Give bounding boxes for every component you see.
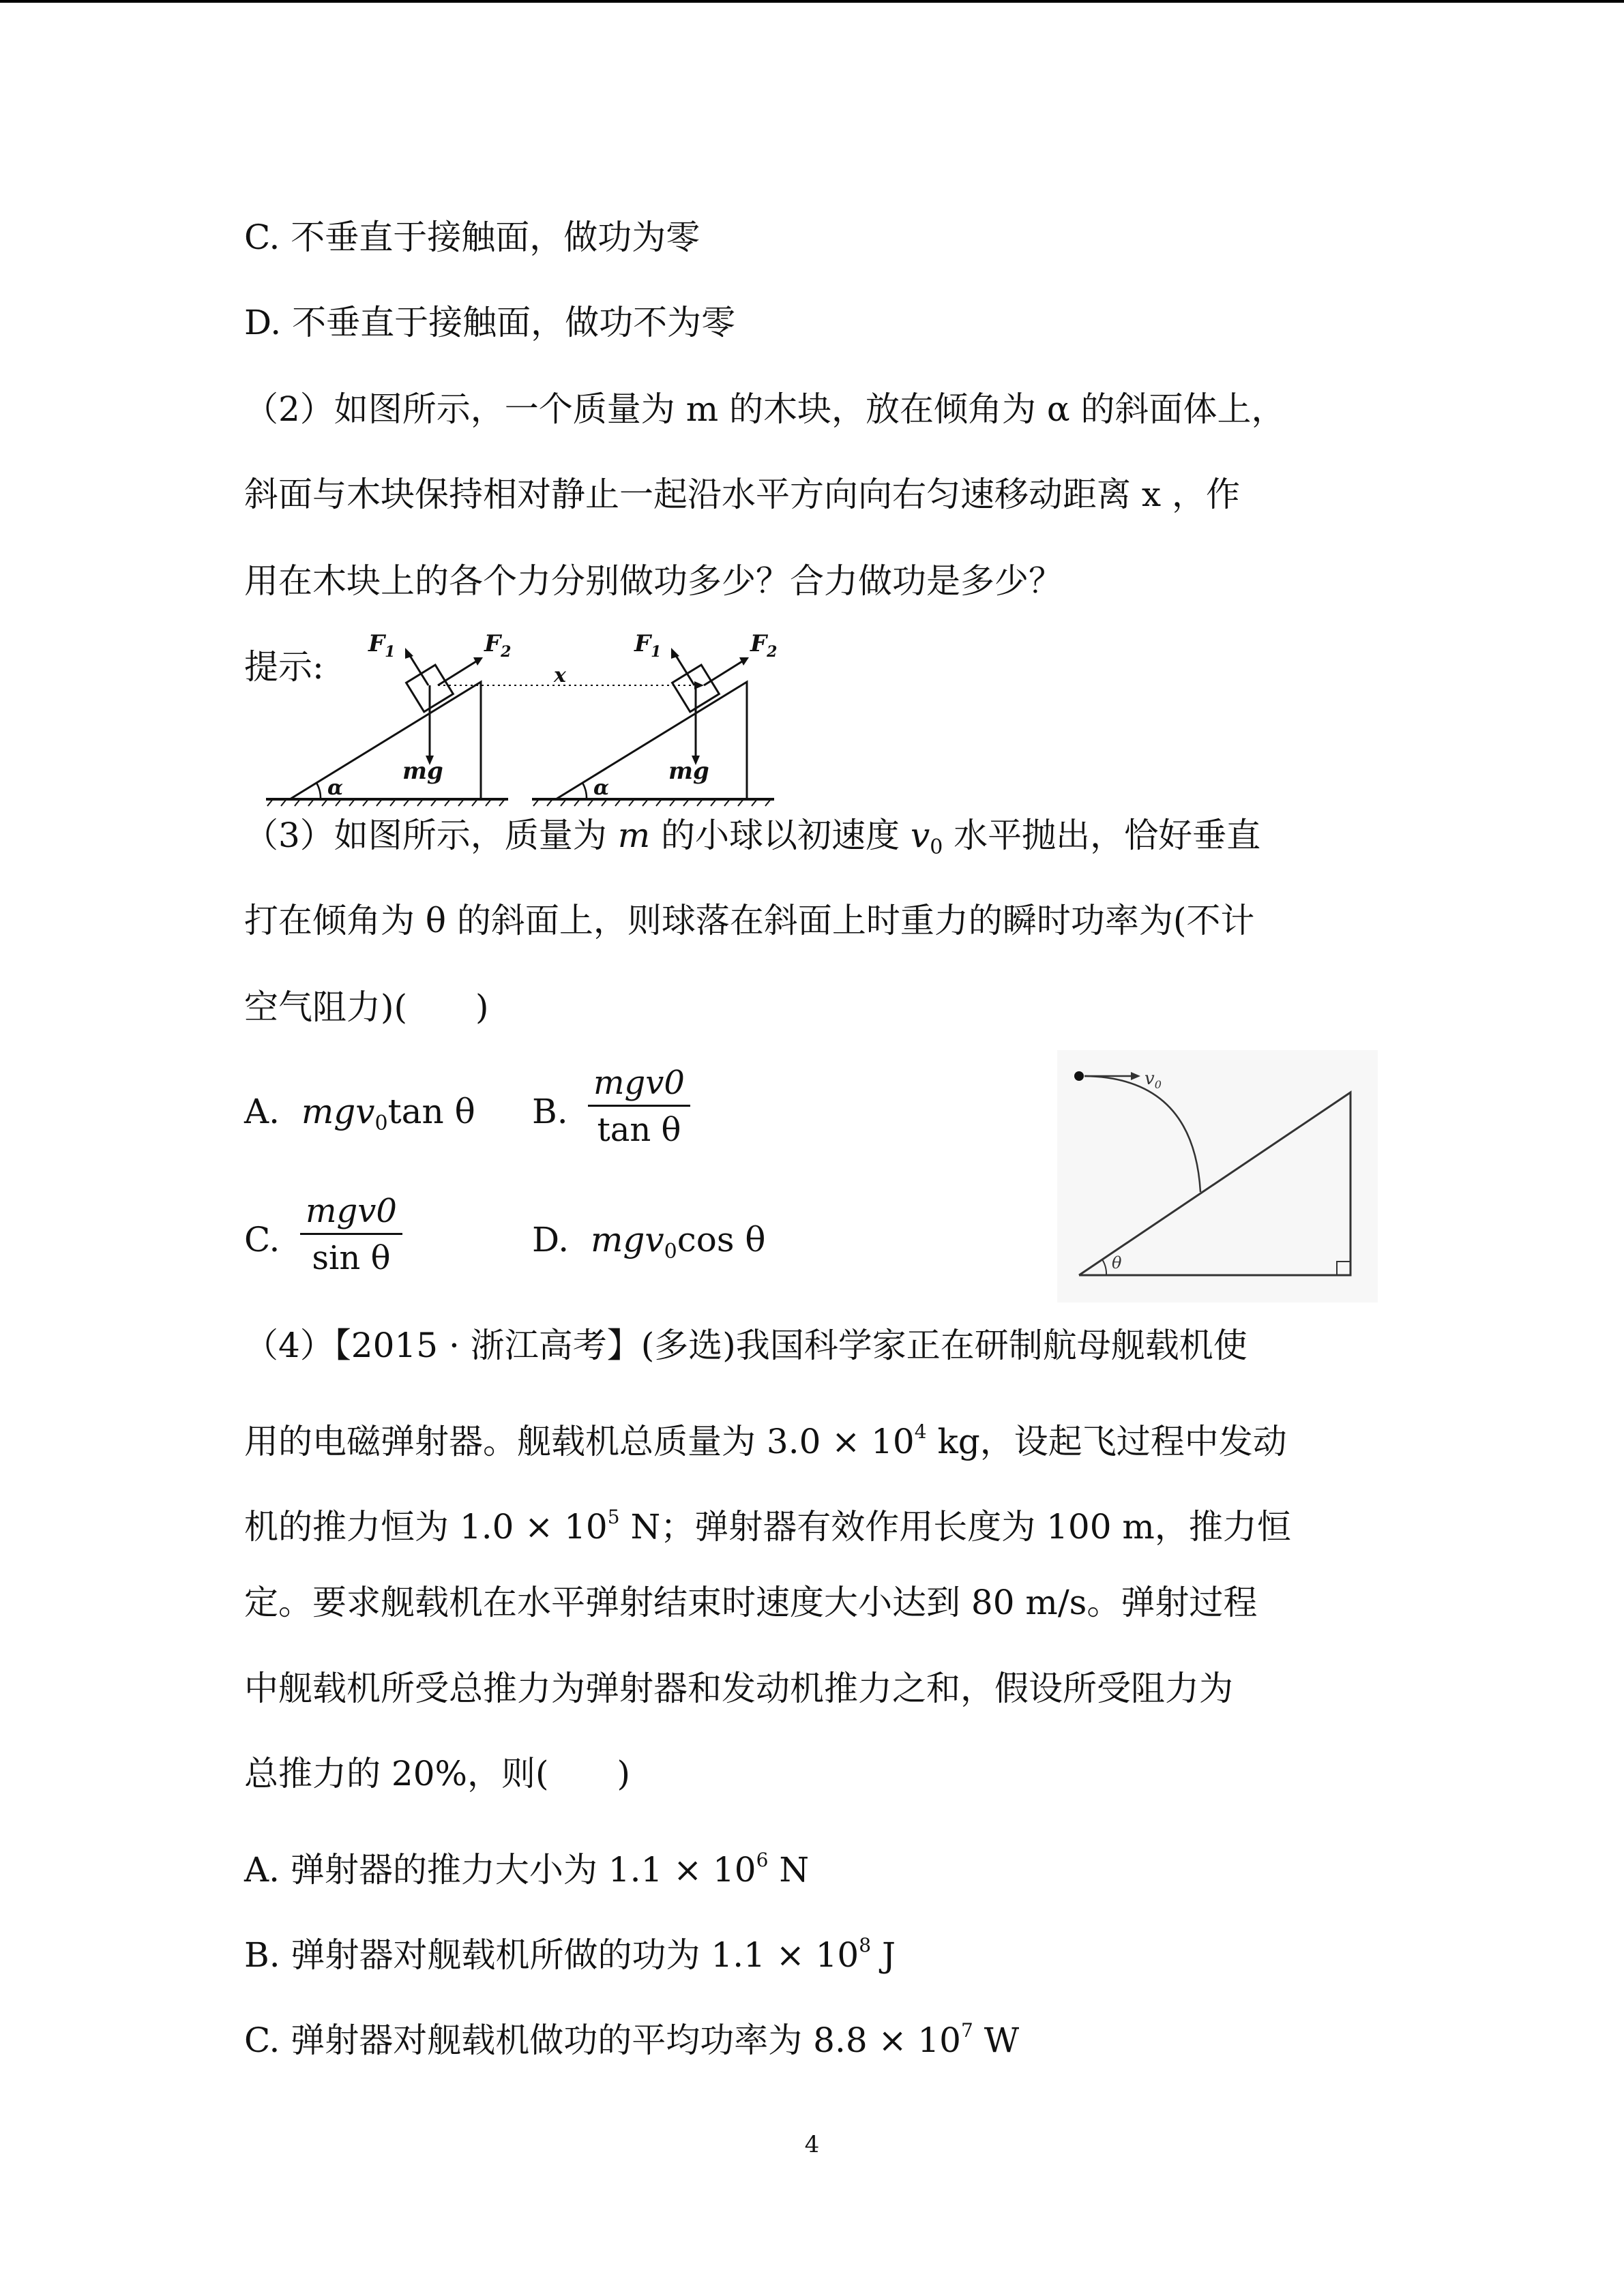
q3-line3: 空气阻力)( ) [244, 987, 489, 1027]
mg-label-left: mg [402, 758, 443, 785]
q3-line2: 打在倾角为 θ 的斜面上，则球落在斜面上时重力的瞬时功率为(不计 [244, 901, 1255, 940]
v0-label: $v_0$ [1145, 1069, 1162, 1091]
option-d-q1: D. 不垂直于接触面，做功不为零 [244, 303, 736, 342]
q4-line3: 机的推力恒为 $1.0 \times 10^5$ N；弹射器有效作用长度为 100 m，推力恒 [244, 1506, 1291, 1547]
alpha-label-left: α [327, 776, 344, 800]
q4-line2: 用的电磁弹射器。舰载机总质量为 $3.0 \times 10^4$ kg，设起飞过程中发动 [244, 1420, 1287, 1461]
q3-option-b-fraction: mgv0 tan θ [588, 1064, 690, 1149]
x-label: x [554, 664, 566, 687]
top-border [0, 0, 1624, 3]
q2-line2: 斜面与木块保持相对静止一起沿水平方向向右匀速移动距离 x ，作 [244, 475, 1240, 514]
page-number: 4 [804, 2131, 820, 2158]
q4-line1: （4）【2015 · 浙江高考】(多选)我国科学家正在研制航母舰载机使 [244, 1326, 1247, 1365]
f2-label-left: $F_2$ [484, 630, 512, 661]
q4-option-a: A. 弹射器的推力大小为 $1.1 \times 10^6$ N [244, 1849, 810, 1890]
q3-option-c-fraction: mgv0 sin θ [300, 1192, 402, 1277]
f1-label-left: $F_1$ [368, 630, 396, 661]
q4-line4: 定。要求舰载机在水平弹射结束时速度大小达到 80 m/s。弹射过程 [244, 1583, 1258, 1622]
q2-hint-label: 提示: [244, 647, 324, 687]
q2-line1: （2）如图所示，一个质量为 m 的木块，放在倾角为 α 的斜面体上， [244, 389, 1286, 429]
q4-option-b: B. 弹射器对舰载机所做的功为 $1.1 \times 10^8$ J [244, 1934, 896, 1975]
q3-line1: （3）如图所示，质量为 m 的小球以初速度 $v_0$ 水平抛出，恰好垂直 [244, 816, 1261, 859]
option-c-q1: C. 不垂直于接触面，做功为零 [244, 218, 700, 257]
q3-option-c-label: C. [244, 1220, 280, 1259]
q4-line6: 总推力的 20%，则( ) [244, 1754, 631, 1793]
q4-line5: 中舰载机所受总推力为弹射器和发动机推力之和，假设所受阻力为 [244, 1669, 1233, 1708]
q2-line3: 用在木块上的各个力分别做功多少？合力做功是多少？ [244, 561, 1063, 601]
f2-label-right: $F_2$ [750, 630, 778, 661]
q3-option-d: D. mgv$_0$cos θ [532, 1220, 766, 1264]
theta-label: θ [1112, 1253, 1122, 1272]
alpha-label-right: α [593, 776, 610, 800]
q3-option-b-label: B. [532, 1092, 568, 1131]
mg-label-right: mg [668, 758, 709, 785]
q3-option-a: A. mgv$_0$tan θ [244, 1092, 475, 1135]
f1-label-right: $F_1$ [634, 630, 662, 661]
incline-block-figure [259, 621, 791, 811]
q4-option-c: C. 弹射器对舰载机做功的平均功率为 $8.8 \times 10^7$ W [244, 2019, 1020, 2060]
projectile-incline-figure [1057, 1050, 1378, 1302]
